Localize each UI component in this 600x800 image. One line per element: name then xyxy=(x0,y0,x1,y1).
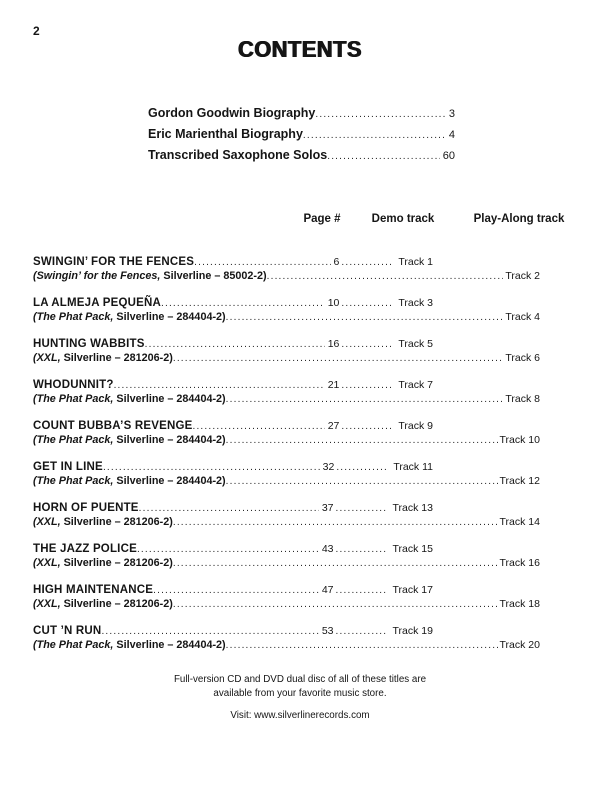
bio-list-item xyxy=(148,106,455,127)
playalong-track-label: Track 16 xyxy=(499,557,540,569)
album-catalog-number: Silverline – 281206-2) xyxy=(60,557,173,569)
demo-track-label: Track 5 xyxy=(398,338,433,350)
playalong-track-label: Track 20 xyxy=(499,639,540,651)
track-page-number: 43 xyxy=(321,543,334,555)
dot-leader xyxy=(336,585,388,596)
track-page-number: 47 xyxy=(321,584,334,596)
album-title: (The Phat Pack, xyxy=(33,434,114,446)
track-entry-album-line xyxy=(33,352,540,366)
dot-leader xyxy=(173,353,504,364)
album-info xyxy=(33,598,173,610)
track-entry-album-line xyxy=(33,557,540,571)
playalong-track-label: Track 2 xyxy=(505,270,540,282)
track-entry-album-line xyxy=(33,639,540,653)
dot-leader xyxy=(137,544,319,555)
track-entry xyxy=(33,543,540,571)
track-entry-album-line xyxy=(33,270,540,284)
demo-track-label: Track 15 xyxy=(392,543,433,555)
track-entry-main-line xyxy=(33,584,433,598)
track-entry-album-line xyxy=(33,311,540,325)
dot-leader xyxy=(226,312,504,323)
column-header-page: Page # xyxy=(303,213,341,225)
album-info xyxy=(33,475,226,487)
demo-track-label: Track 9 xyxy=(398,420,433,432)
footer-visit-url: Visit: www.silverlinerecords.com xyxy=(230,710,370,721)
track-entry xyxy=(33,379,540,407)
dot-leader xyxy=(194,257,330,268)
track-page-number: 37 xyxy=(321,502,334,514)
track-entry-album-line xyxy=(33,598,540,612)
album-title: (The Phat Pack, xyxy=(33,393,114,405)
track-entry-main-line xyxy=(33,297,433,311)
album-catalog-number: Silverline – 284404-2) xyxy=(113,639,226,651)
track-page-number: 53 xyxy=(321,625,334,637)
track-page-number: 10 xyxy=(327,297,340,309)
dot-leader xyxy=(139,503,319,514)
dot-leader xyxy=(173,599,498,610)
dot-leader xyxy=(267,271,504,282)
track-entry-main-line xyxy=(33,379,433,393)
track-title: LA ALMEJA PEQUEÑA xyxy=(33,297,161,309)
track-entry-main-line xyxy=(33,420,433,434)
album-title: (The Phat Pack, xyxy=(33,475,114,487)
album-info xyxy=(33,557,173,569)
footer-line-1: Full-version CD and DVD dual disc of all of these titles are xyxy=(173,674,427,685)
album-catalog-number: Silverline – 85002-2) xyxy=(160,270,267,282)
dot-leader xyxy=(341,339,393,350)
dot-leader xyxy=(336,503,388,514)
dot-leader xyxy=(226,640,498,651)
demo-track-label: Track 13 xyxy=(392,502,433,514)
track-entry-main-line xyxy=(33,543,433,557)
track-entry xyxy=(33,297,540,325)
bio-item-label: Eric Marienthal Biography xyxy=(148,127,303,141)
dot-leader xyxy=(153,585,319,596)
album-title: (XXL, xyxy=(33,516,61,528)
demo-track-label: Track 1 xyxy=(398,256,433,268)
column-headers xyxy=(0,213,600,229)
dot-leader xyxy=(226,476,498,487)
dot-leader xyxy=(114,380,325,391)
track-entry-album-line xyxy=(33,516,540,530)
track-entry xyxy=(33,338,540,366)
dot-leader xyxy=(327,151,440,162)
track-entry-main-line xyxy=(33,502,433,516)
track-entry-main-line xyxy=(33,461,433,475)
footer-line-2: available from your favorite music store. xyxy=(213,688,387,699)
track-title: GET IN LINE xyxy=(33,461,103,473)
track-entry xyxy=(33,256,540,284)
track-page-number: 6 xyxy=(333,256,340,268)
album-catalog-number: Silverline – 281206-2) xyxy=(60,516,173,528)
dot-leader xyxy=(173,517,498,528)
dot-leader xyxy=(226,435,498,446)
album-title: (XXL, xyxy=(33,352,61,364)
track-page-number: 16 xyxy=(327,338,340,350)
album-info xyxy=(33,270,267,282)
bio-item-page-number: 3 xyxy=(448,108,455,120)
demo-track-label: Track 3 xyxy=(398,297,433,309)
track-page-number: 21 xyxy=(327,379,340,391)
album-catalog-number: Silverline – 284404-2) xyxy=(113,434,226,446)
album-title: (XXL, xyxy=(33,557,61,569)
column-header-playalong-track: Play-Along track xyxy=(473,213,565,225)
track-title: THE JAZZ POLICE xyxy=(33,543,137,555)
bio-item-page-number: 4 xyxy=(448,129,455,141)
album-title: (XXL, xyxy=(33,598,61,610)
dot-leader xyxy=(315,109,446,120)
track-entry xyxy=(33,625,540,653)
playalong-track-label: Track 4 xyxy=(505,311,540,323)
page-title: CONTENTS xyxy=(238,36,362,62)
track-title: HUNTING WABBITS xyxy=(33,338,145,350)
demo-track-label: Track 7 xyxy=(398,379,433,391)
track-entry xyxy=(33,420,540,448)
playalong-track-label: Track 18 xyxy=(499,598,540,610)
album-title: (Swingin’ for the Fences, xyxy=(33,270,161,282)
album-title: (The Phat Pack, xyxy=(33,639,114,651)
dot-leader xyxy=(336,626,388,637)
dot-leader xyxy=(161,298,325,309)
page-number: 2 xyxy=(33,24,40,38)
dot-leader xyxy=(103,462,320,473)
footer xyxy=(0,673,600,723)
dot-leader xyxy=(145,339,325,350)
bio-list-item xyxy=(148,127,455,148)
album-catalog-number: Silverline – 284404-2) xyxy=(113,393,226,405)
track-entry xyxy=(33,461,540,489)
track-entry-main-line xyxy=(33,625,433,639)
track-entry-album-line xyxy=(33,434,540,448)
album-info xyxy=(33,311,226,323)
album-catalog-number: Silverline – 281206-2) xyxy=(60,598,173,610)
dot-leader xyxy=(341,257,393,268)
bio-item-label: Transcribed Saxophone Solos xyxy=(148,148,328,162)
bio-item-label: Gordon Goodwin Biography xyxy=(148,106,316,120)
demo-track-label: Track 11 xyxy=(393,461,433,473)
track-title: COUNT BUBBA’S REVENGE xyxy=(33,420,193,432)
track-title: HORN OF PUENTE xyxy=(33,502,139,514)
album-info xyxy=(33,516,173,528)
track-title: SWINGIN’ FOR THE FENCES xyxy=(33,256,195,268)
track-list xyxy=(33,256,540,666)
album-catalog-number: Silverline – 284404-2) xyxy=(113,311,226,323)
dot-leader xyxy=(173,558,498,569)
dot-leader xyxy=(341,298,393,309)
album-info xyxy=(33,393,226,405)
album-catalog-number: Silverline – 281206-2) xyxy=(60,352,173,364)
dot-leader xyxy=(341,421,393,432)
playalong-track-label: Track 8 xyxy=(505,393,540,405)
track-entry-album-line xyxy=(33,393,540,407)
track-entry-main-line xyxy=(33,256,433,270)
track-title: WHODUNNIT? xyxy=(33,379,114,391)
dot-leader xyxy=(226,394,504,405)
album-info xyxy=(33,639,226,651)
dot-leader xyxy=(336,544,388,555)
album-catalog-number: Silverline – 284404-2) xyxy=(113,475,226,487)
demo-track-label: Track 19 xyxy=(392,625,433,637)
column-header-demo-track: Demo track xyxy=(371,213,435,225)
bio-list-item xyxy=(148,148,455,169)
album-info xyxy=(33,434,226,446)
track-page-number: 32 xyxy=(322,461,335,473)
demo-track-label: Track 17 xyxy=(392,584,433,596)
track-entry xyxy=(33,502,540,530)
dot-leader xyxy=(336,462,388,473)
album-title: (The Phat Pack, xyxy=(33,311,114,323)
bio-item-page-number: 60 xyxy=(442,150,455,162)
dot-leader xyxy=(341,380,393,391)
track-entry-album-line xyxy=(33,475,540,489)
track-title: CUT ’N RUN xyxy=(33,625,102,637)
playalong-track-label: Track 6 xyxy=(505,352,540,364)
playalong-track-label: Track 14 xyxy=(499,516,540,528)
playalong-track-label: Track 10 xyxy=(499,434,540,446)
dot-leader xyxy=(192,421,324,432)
bio-list xyxy=(148,106,455,169)
album-info xyxy=(33,352,173,364)
dot-leader xyxy=(101,626,318,637)
track-page-number: 27 xyxy=(327,420,340,432)
playalong-track-label: Track 12 xyxy=(499,475,540,487)
track-entry-main-line xyxy=(33,338,433,352)
dot-leader xyxy=(303,130,446,141)
track-title: HIGH MAINTENANCE xyxy=(33,584,154,596)
track-entry xyxy=(33,584,540,612)
